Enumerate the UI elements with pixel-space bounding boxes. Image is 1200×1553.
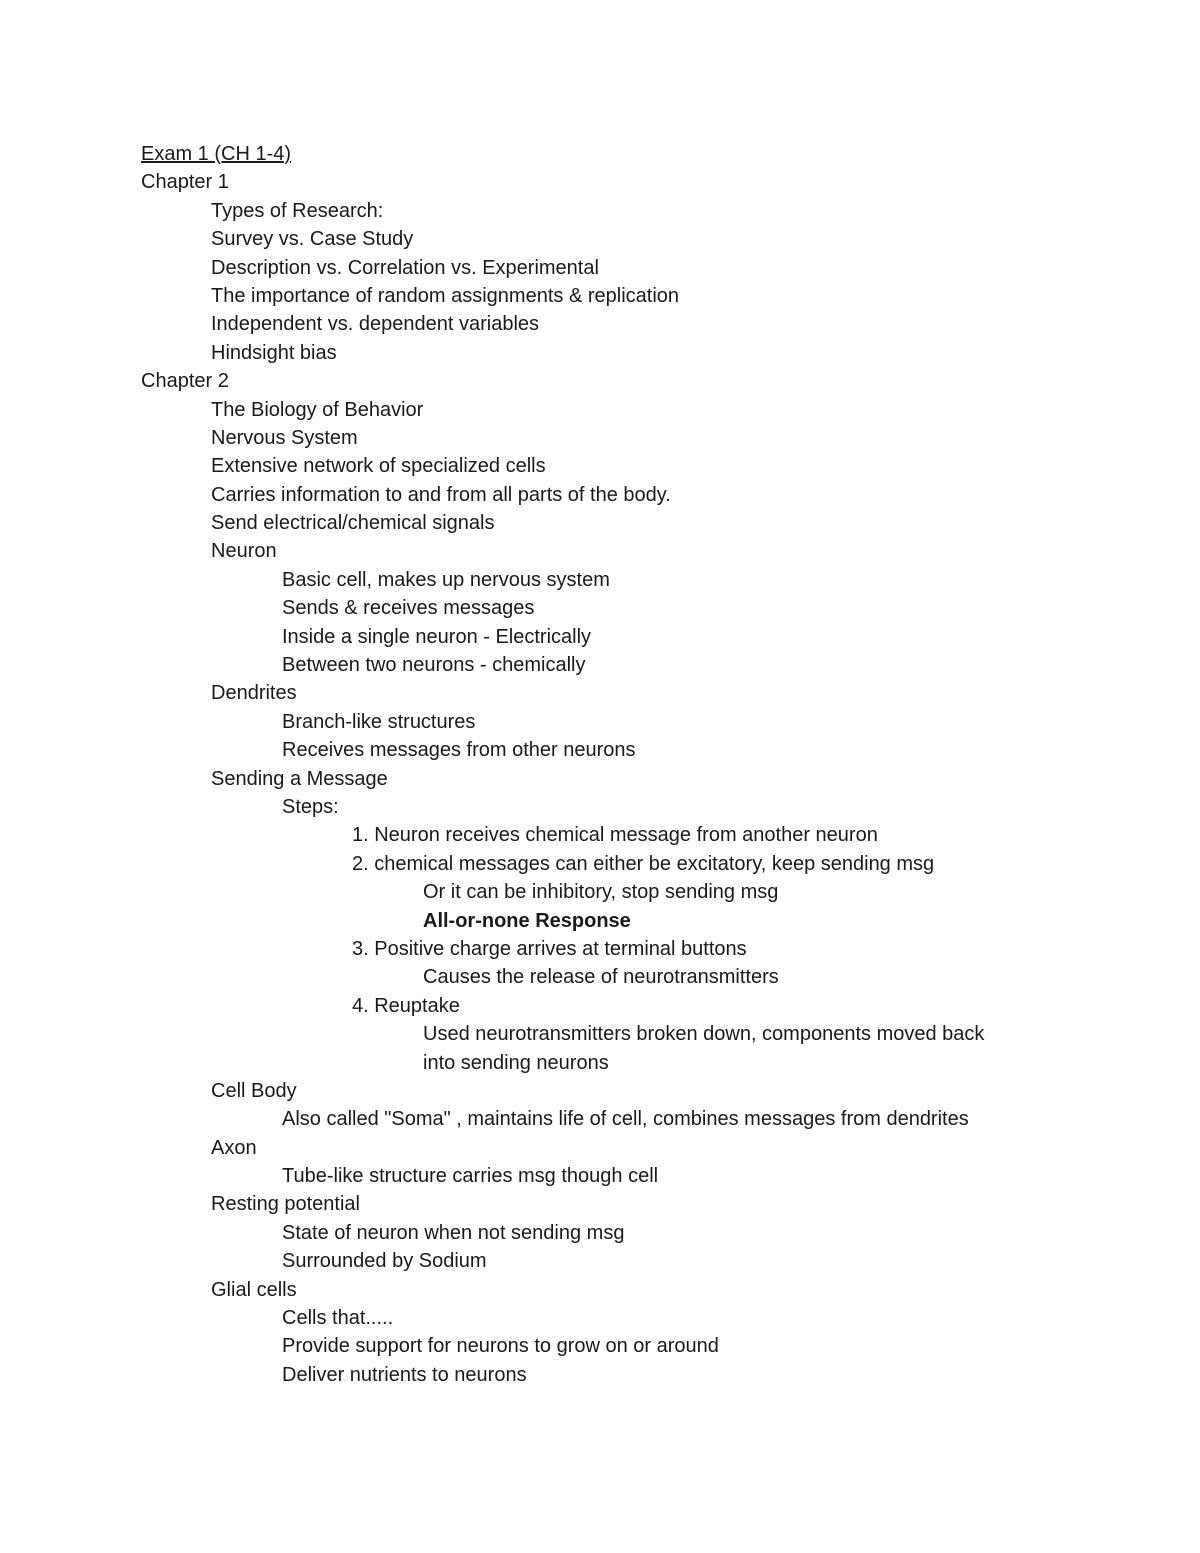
outline-line: All-or-none Response: [423, 909, 631, 932]
outline-line: Chapter 1: [141, 171, 229, 194]
outline-line: Resting potential: [211, 1193, 360, 1216]
outline-line: Survey vs. Case Study: [211, 228, 414, 251]
outline-line: Neuron: [211, 540, 277, 563]
outline-line: Branch-like structures: [282, 710, 476, 733]
outline-line: Cells that.....: [282, 1307, 394, 1330]
outline-line: Between two neurons - chemically: [282, 654, 586, 677]
outline-line: The Biology of Behavior: [211, 398, 424, 421]
outline-line: Extensive network of specialized cells: [211, 455, 546, 478]
outline-line: The importance of random assignments & replication: [211, 284, 680, 307]
outline-line: 4. Reuptake: [352, 994, 460, 1017]
document-body: [141, 140, 1141, 1389]
outline-line: Provide support for neurons to grow on or around: [282, 1335, 719, 1358]
outline-line: Types of Research:: [211, 199, 384, 222]
outline-line: into sending neurons: [423, 1051, 609, 1074]
outline-line: Chapter 2: [141, 370, 229, 393]
outline-line: Nervous System: [211, 426, 358, 449]
outline-line: Hindsight bias: [211, 341, 337, 364]
outline-line: Tube-like structure carries msg though cell: [282, 1165, 659, 1188]
outline-line: Axon: [211, 1136, 257, 1159]
outline-line: Causes the release of neurotransmitters: [423, 966, 779, 989]
outline-line: Deliver nutrients to neurons: [282, 1363, 527, 1386]
outline-line: Sends & receives messages: [282, 597, 535, 620]
document-title: Exam 1 (CH 1-4): [141, 143, 292, 165]
outline-line: 3. Positive charge arrives at terminal buttons: [352, 937, 747, 960]
outline-line: Carries information to and from all parts of the body.: [211, 483, 671, 506]
outline-line: Or it can be inhibitory, stop sending msg: [423, 881, 779, 904]
outline-line: Glial cells: [211, 1278, 297, 1301]
outline-line: Also called "Soma" , maintains life of cell, combines messages from dendrites: [282, 1108, 969, 1131]
outline-line: Dendrites: [211, 682, 297, 705]
outline-line: Steps:: [282, 795, 339, 818]
outline-line: Description vs. Correlation vs. Experimental: [211, 256, 599, 279]
outline-line: Receives messages from other neurons: [282, 739, 636, 762]
outline-line: State of neuron when not sending msg: [282, 1221, 625, 1244]
outline-line: Send electrical/chemical signals: [211, 512, 495, 535]
outline-line: Cell Body: [211, 1079, 297, 1102]
outline-line: Used neurotransmitters broken down, components moved back: [423, 1023, 985, 1046]
outline-line: Surrounded by Sodium: [282, 1250, 487, 1273]
outline-line: Basic cell, makes up nervous system: [282, 568, 610, 591]
outline-line: 1. Neuron receives chemical message from another neuron: [352, 824, 878, 847]
outline-line: 2. chemical messages can either be excitatory, keep sending msg: [352, 852, 935, 875]
outline-line: Independent vs. dependent variables: [211, 313, 540, 336]
outline-line: Sending a Message: [211, 767, 388, 790]
outline-line: Inside a single neuron - Electrically: [282, 625, 592, 648]
